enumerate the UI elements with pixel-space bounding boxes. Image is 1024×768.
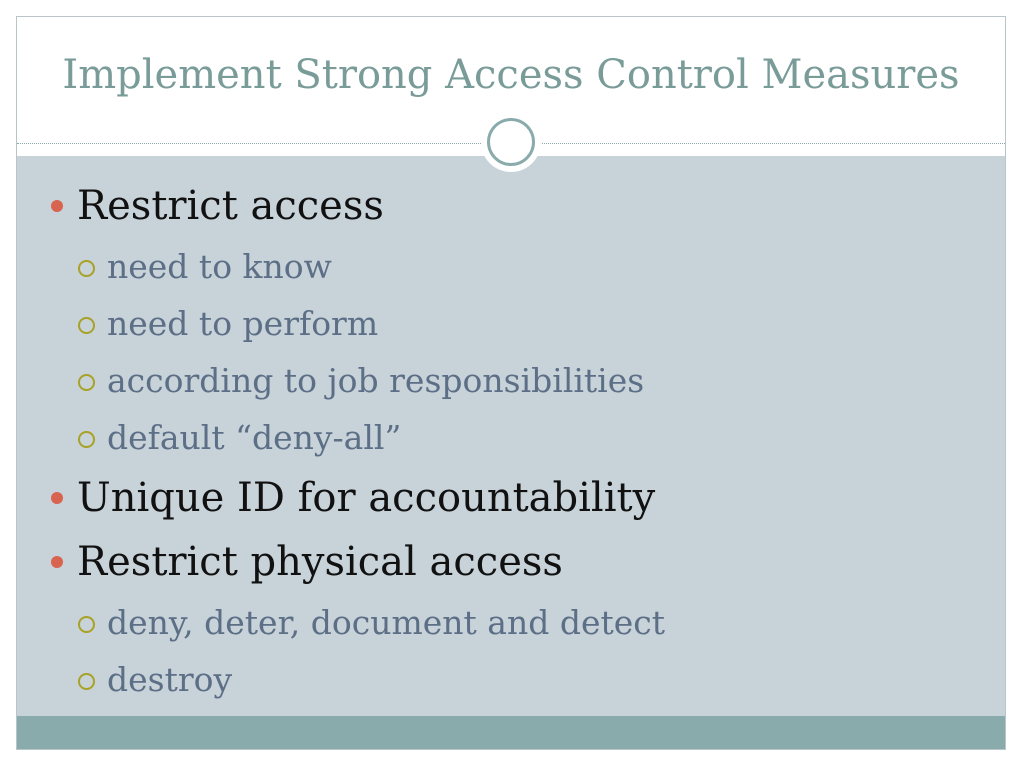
sub-bullet-job-responsibilities [17,359,1005,416]
hollow-circle-bullet-icon [78,431,95,448]
sub-bullet-text: destroy [107,660,233,699]
slide [16,16,1006,750]
slide-title: Implement Strong Access Control Measures [62,52,960,98]
filled-circle-bullet-icon [51,556,63,568]
hollow-circle-bullet-icon [78,317,95,334]
sub-bullet-need-to-perform [17,302,1005,359]
ring-ornament-icon [481,112,541,172]
footer-band [17,716,1005,750]
hollow-circle-bullet-icon [78,260,95,277]
filled-circle-bullet-icon [51,200,63,212]
sub-bullet-default-deny-all [17,416,1005,473]
bullet-text: Restrict access [77,183,384,229]
sub-bullet-text: need to know [107,247,332,286]
sub-bullet-need-to-know [17,245,1005,302]
bullet-item-restrict-access [17,181,1005,245]
bullet-item-restrict-physical-access [17,537,1005,601]
ring-ornament-inner [487,118,535,166]
sub-bullet-text: deny, deter, document and detect [107,603,666,642]
sub-bullet-text: default “deny-all” [107,418,402,457]
hollow-circle-bullet-icon [78,616,95,633]
bullet-item-unique-id [17,473,1005,537]
bullet-text: Restrict physical access [77,539,563,585]
filled-circle-bullet-icon [51,492,63,504]
bullet-list [17,181,1005,715]
hollow-circle-bullet-icon [78,673,95,690]
sub-bullet-destroy [17,658,1005,715]
hollow-circle-bullet-icon [78,374,95,391]
sub-bullet-text: according to job responsibilities [107,361,645,400]
bullet-text: Unique ID for accountability [77,475,656,521]
sub-bullet-deny-deter [17,601,1005,658]
sub-bullet-text: need to perform [107,304,379,343]
